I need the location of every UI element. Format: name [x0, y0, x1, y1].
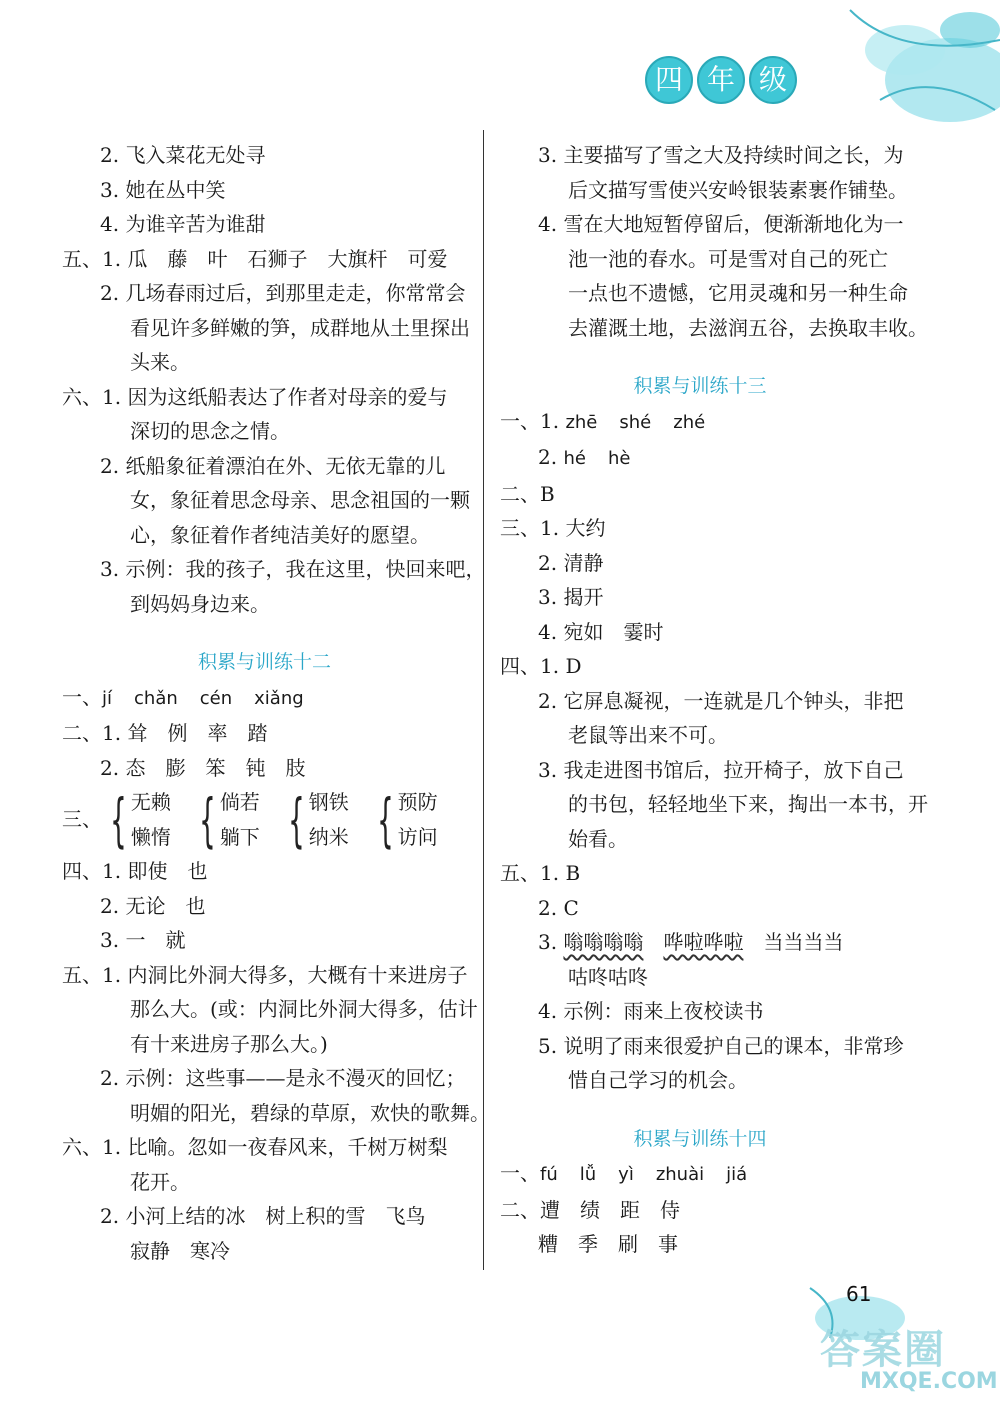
- right-answer-block: [500, 477, 928, 926]
- answer-line: [500, 1156, 900, 1193]
- answer-line: 看见许多鲜嫩的笋，成群地从土里探出: [130, 315, 470, 340]
- right-answer-block: [500, 138, 928, 345]
- answer-line: 二、B: [500, 481, 555, 506]
- answer-line: 明媚的阳光，碧绿的草原，欢快的歌舞。: [130, 1100, 490, 1125]
- answer-line: 四、1. D: [500, 654, 582, 678]
- answer-line: 池一池的春水。可是雪对自己的死亡: [568, 246, 888, 271]
- answer-line: 的书包，轻轻地坐下来，掏出一本书，开: [568, 792, 928, 816]
- right-answer-block: [500, 994, 904, 1098]
- grade-char: 级: [749, 56, 797, 104]
- answer-line: 2. 示例：这些事——是永不漫灭的回忆；: [100, 1066, 466, 1090]
- answer-line: 2. 几场春雨过后，到那里走走，你常常会: [100, 281, 466, 305]
- pinyin-item: yì: [618, 1164, 634, 1185]
- word: 访问: [397, 824, 438, 849]
- pinyin-item: lǚ: [579, 1164, 597, 1185]
- answer-line: 2. 无论 也: [100, 893, 206, 918]
- pinyin-item: chǎn: [134, 687, 178, 709]
- answer-line: 惜自己学习的机会。: [568, 1068, 748, 1092]
- answer-line: 2. 清静: [538, 550, 604, 575]
- pinyin-item: shé: [619, 411, 652, 433]
- answer-line: 2. 它屏息凝视，一连就是几个钟头，非把: [538, 688, 904, 713]
- answer-line: [500, 925, 900, 960]
- answer-line: 5. 说明了雨来很爱护自己的课本，非常珍: [538, 1033, 904, 1058]
- pinyin-item: xiǎng: [254, 687, 304, 709]
- answer-line: 老鼠等出来不可。: [568, 723, 728, 747]
- onomatopoeia: 当当当当: [763, 930, 844, 954]
- section-title: 积累与训练十三: [633, 375, 767, 397]
- question-number: 三、: [62, 807, 102, 832]
- answer-line: [500, 404, 900, 441]
- answer-line: 二、1. 耸 例 率 踏: [62, 721, 268, 745]
- grade-badge: [645, 56, 797, 104]
- question-number: 一、: [62, 684, 102, 709]
- answer-line: 3. 一 就: [100, 928, 186, 952]
- page-number: 61: [846, 1282, 872, 1306]
- answer-line: 始看。: [568, 826, 628, 851]
- answer-line: 2. 纸船象征着漂泊在外、无依无靠的儿: [100, 453, 446, 478]
- word-pair: { 无赖 懒惰: [110, 785, 171, 854]
- answer-line: 二、遭 绩 距 侍: [500, 1197, 680, 1222]
- pinyin-item: hè: [607, 448, 631, 469]
- answer-line: 一点也不遗憾，它用灵魂和另一种生命: [568, 281, 908, 305]
- word-pair-groups: [62, 785, 467, 854]
- word: 纳米: [308, 824, 349, 849]
- onomatopoeia: 哗啦哗啦: [663, 930, 744, 954]
- right-column: [500, 138, 928, 1262]
- answer-line: 有十来进房子那么大。): [130, 1031, 328, 1056]
- answer-line: 4. 为谁辛苦为谁甜: [100, 212, 266, 236]
- answer-line: 女，象征着思念母亲、思念祖国的一颗: [130, 488, 470, 512]
- pinyin-item: zhé: [673, 411, 706, 433]
- answer-line: 3. 示例：我的孩子，我在这里，快回来吧，: [100, 557, 486, 581]
- pinyin-item: fú: [540, 1164, 558, 1185]
- answer-line: 3. 她在丛中笑: [100, 177, 226, 202]
- answer-line: 六、1. 因为这纸船表达了作者对母亲的爱与: [62, 384, 448, 409]
- answer-line: 头来。: [130, 350, 190, 374]
- answer-line: 3. 主要描写了雪之大及持续时间之长，为: [538, 143, 904, 167]
- answer-line: 2. 小河上结的冰 树上积的雪 飞鸟: [100, 1204, 426, 1228]
- left-answer-block: [62, 138, 486, 621]
- answer-line: 三、1. 大约: [500, 516, 606, 540]
- answer-line: 五、1. 瓜 藤 叶 石狮子 大旗杆 可爱: [62, 246, 448, 271]
- answer-line: 五、1. B: [500, 861, 581, 885]
- word-pair: { 钢铁 纳米: [287, 785, 349, 854]
- answer-line: 4. 示例：雨来上夜校读书: [538, 999, 764, 1023]
- question-number: 一、: [500, 1161, 540, 1185]
- answer-line: 4. 雪在大地短暂停留后，便渐渐地化为一: [538, 212, 904, 236]
- watermark-sub: MXQE.COM: [860, 1369, 998, 1394]
- pinyin-item: zhuài: [655, 1164, 705, 1185]
- answer-line: 心，象征着作者纯洁美好的愿望。: [130, 522, 430, 547]
- answer-line: [500, 440, 900, 477]
- word: 无赖: [130, 790, 171, 814]
- pinyin-item: cén: [199, 687, 233, 709]
- question-number: 3.: [538, 930, 558, 954]
- answer-line: 深切的思念之情。: [130, 419, 290, 443]
- word: 钢铁: [308, 790, 349, 814]
- word-pair: { 倘若 躺下: [199, 785, 260, 854]
- word: 预防: [397, 790, 438, 814]
- question-number: 一、1.: [500, 408, 560, 433]
- answer-line: 花开。: [130, 1169, 190, 1194]
- left-column: [62, 138, 490, 1268]
- answer-line: 糟 季 刷 事: [538, 1232, 678, 1256]
- watermark-main: 答案圈: [820, 1327, 946, 1373]
- answer-line: 3. 我走进图书馆后，拉开椅子，放下自己: [538, 757, 904, 782]
- answer-line: 到妈妈身边来。: [130, 591, 270, 616]
- answer-line: 2. 飞入菜花无处寻: [100, 143, 266, 167]
- watermark: [820, 1318, 998, 1394]
- section-title: 积累与训练十四: [633, 1127, 767, 1150]
- answer-line: 2. C: [538, 895, 579, 920]
- answer-line: 后文描写雪使兴安岭银装素裹作铺垫。: [568, 177, 908, 202]
- answer-line: 寂静 寒冷: [130, 1238, 230, 1263]
- section-title: 积累与训练十二: [197, 651, 331, 673]
- answer-line: 五、1. 内洞比外洞大得多，大概有十来进房子: [62, 962, 468, 987]
- pinyin-item: jí: [102, 687, 113, 709]
- pinyin-item: jiá: [726, 1164, 748, 1185]
- answer-line: 2. 态 膨 笨 钝 肢: [100, 755, 306, 780]
- answer-line: 那么大。(或：内洞比外洞大得多，估计: [130, 997, 478, 1021]
- answer-line: 四、1. 即使 也: [62, 859, 208, 883]
- onomatopoeia: 嗡嗡嗡嗡: [563, 930, 644, 954]
- grade-char: 年: [697, 56, 745, 104]
- word: 倘若: [219, 790, 260, 814]
- grade-char: 四: [645, 56, 693, 104]
- answer-line: [62, 680, 467, 717]
- word-pair: { 预防 访问: [376, 785, 438, 854]
- answer-line: 4. 宛如 霎时: [538, 619, 664, 644]
- word: 躺下: [219, 824, 260, 849]
- pinyin-item: zhē: [565, 411, 598, 433]
- answer-line: 咕咚咕咚: [568, 964, 648, 989]
- answer-line: 六、1. 比喻。忽如一夜春风来，千树万树梨: [62, 1135, 448, 1159]
- pinyin-item: hé: [563, 448, 586, 469]
- question-number: 2.: [538, 445, 558, 469]
- answer-line: 3. 揭开: [538, 585, 604, 609]
- answer-line: 去灌溉土地，去滋润五谷，去换取丰收。: [568, 315, 928, 340]
- left-answer-block: [62, 854, 490, 1268]
- word: 懒惰: [130, 824, 171, 849]
